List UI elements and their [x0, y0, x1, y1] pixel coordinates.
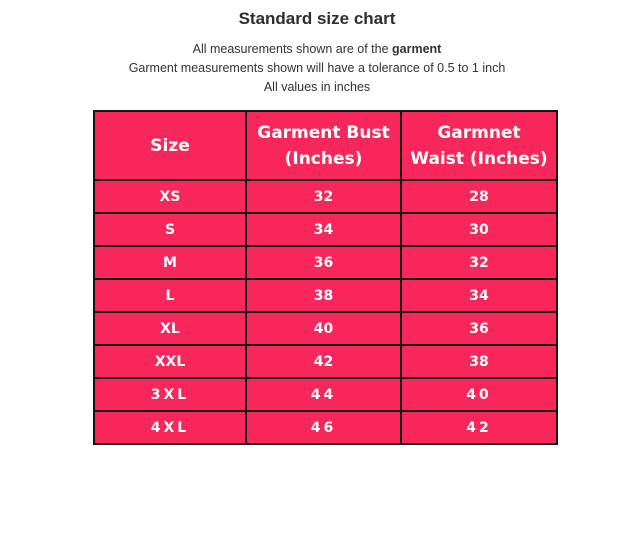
cell-waist: 32 [401, 246, 557, 279]
cell-bust: 38 [246, 279, 401, 312]
note-line-2: Garment measurements shown will have a tolerance of 0.5 to 1 inch [128, 61, 506, 75]
cell-size: L [94, 279, 246, 312]
table-row [94, 180, 557, 213]
cell-waist: 34 [401, 279, 557, 312]
cell-bust: 36 [246, 246, 401, 279]
table-row [94, 213, 557, 246]
header-cell-size-label: Size [150, 135, 190, 156]
cell-bust: 40 [246, 312, 401, 345]
table-row [94, 345, 557, 378]
cell-waist: 42 [401, 411, 557, 444]
cell-bust: 34 [246, 213, 401, 246]
table-row [94, 246, 557, 279]
cell-bust: 32 [246, 180, 401, 213]
cell-size: 4XL [94, 411, 246, 444]
cell-bust: 44 [246, 378, 401, 411]
cell-waist: 30 [401, 213, 557, 246]
cell-size: XL [94, 312, 246, 345]
table-row [94, 279, 557, 312]
cell-bust: 42 [246, 345, 401, 378]
header-cell-waist: Garmnet Waist (Inches) [401, 111, 557, 180]
table-row [94, 312, 557, 345]
header-cell-bust: Garment Bust (Inches) [246, 111, 401, 180]
note-line-1-bold: garment [392, 42, 442, 56]
cell-size: XS [94, 180, 246, 213]
table-row [94, 378, 557, 411]
cell-size: XXL [94, 345, 246, 378]
header-cell-size [94, 111, 246, 180]
size-chart-table [93, 110, 558, 445]
cell-waist: 40 [401, 378, 557, 411]
cell-waist: 38 [401, 345, 557, 378]
cell-bust: 46 [246, 411, 401, 444]
page-title: Standard size chart [238, 9, 396, 28]
note-line-3: All values in inches [263, 80, 371, 94]
table-row [94, 411, 557, 444]
note-line-1-text: All measurements shown are of the [192, 42, 393, 56]
cell-size: 3XL [94, 378, 246, 411]
cell-size: S [94, 213, 246, 246]
chart-header [0, 0, 634, 97]
header-row [94, 111, 557, 180]
cell-size: M [94, 246, 246, 279]
note-line-1 [0, 40, 634, 59]
cell-waist: 36 [401, 312, 557, 345]
cell-waist: 28 [401, 180, 557, 213]
